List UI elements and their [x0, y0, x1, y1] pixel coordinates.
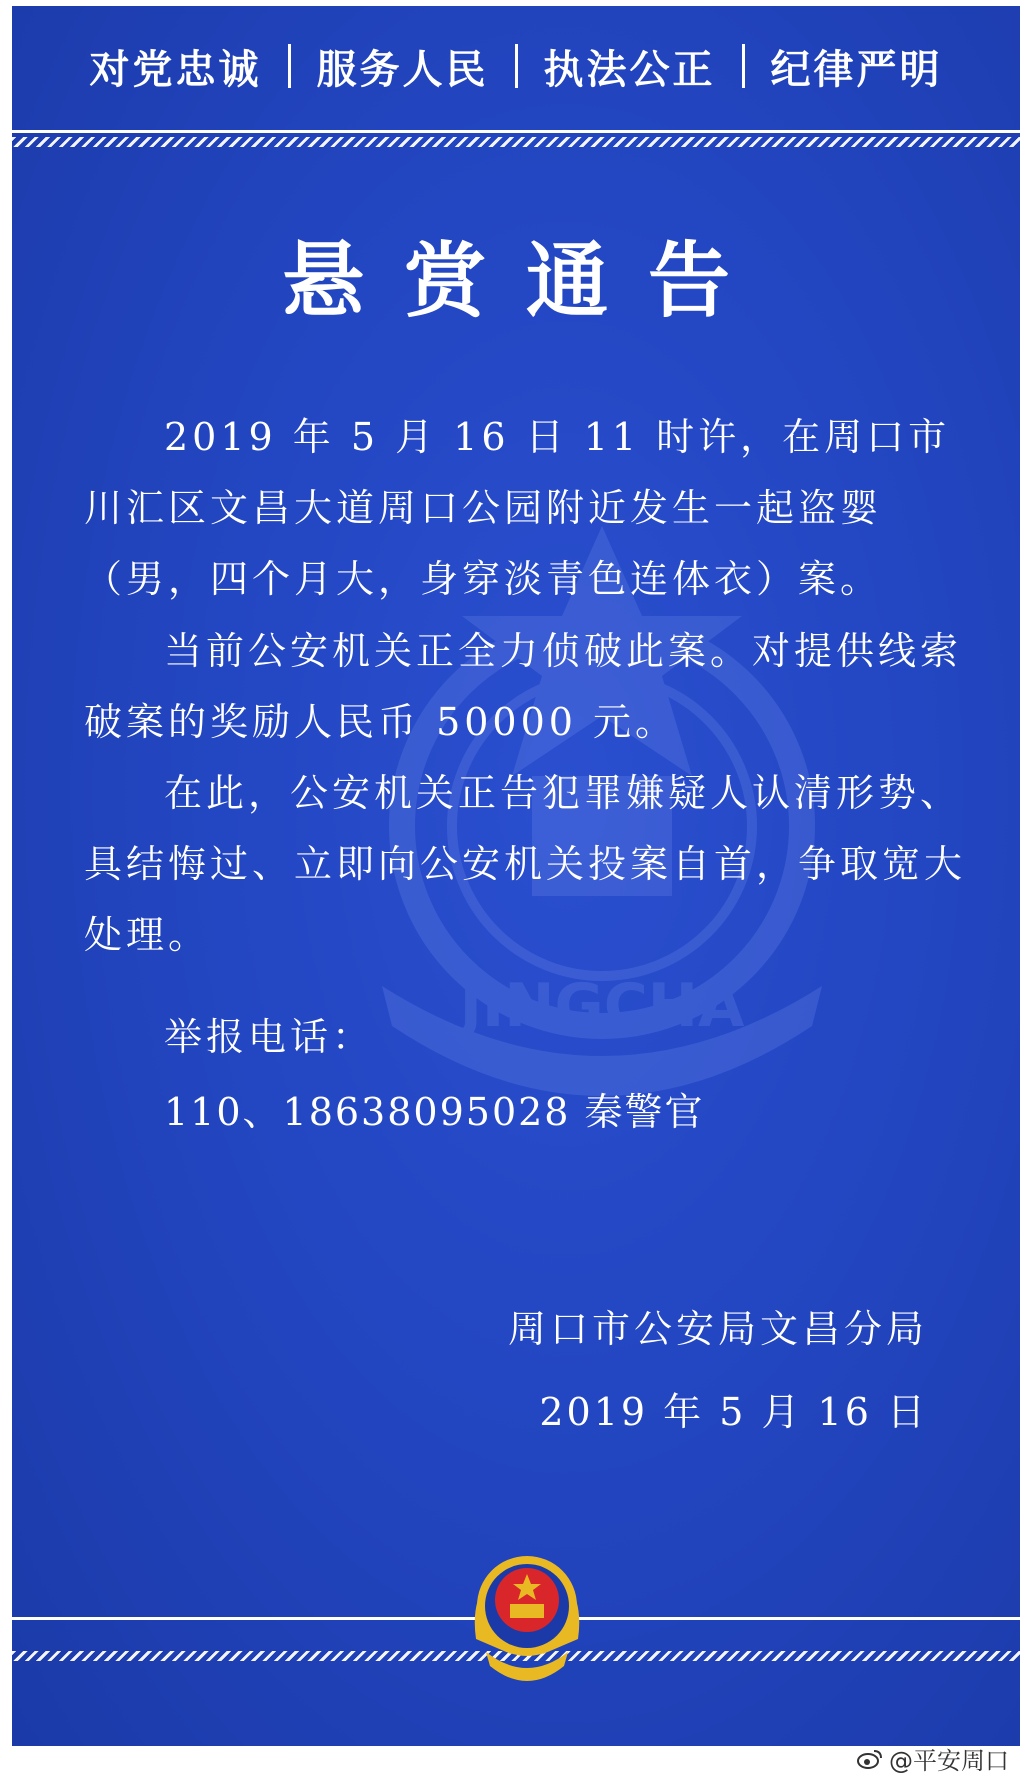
paragraph-reward: 当前公安机关正全力侦破此案。对提供线索破案的奖励人民币 50000 元。 [84, 629, 963, 744]
credit-text: @平安周口 [889, 1747, 1009, 1775]
motto-banner [12, 6, 1020, 126]
hotline-numbers: 110、18638095028 秦警官 [164, 1090, 705, 1134]
motto-item-loyalty: 对党忠诚 [89, 46, 262, 93]
watermark-text: JINGCHA [459, 971, 745, 1041]
motto-item-serve-people: 服务人民 [316, 46, 489, 93]
paragraph-incident: 2019 年 5 月 16 日 11 时许，在周口市川汇区文昌大道周口公园附近发生一起盗婴（男，四个月大，身穿淡青色连体衣）案。 [84, 415, 951, 601]
issue-date: 2019 年 5 月 16 日 [539, 1390, 928, 1434]
issuing-authority: 周口市公安局文昌分局 [507, 1307, 928, 1351]
motto-divider [288, 44, 291, 88]
weibo-icon [857, 1748, 883, 1770]
page-title: 悬赏通告 [281, 234, 770, 329]
motto-item-discipline: 纪律严明 [770, 46, 943, 93]
source-credit [857, 1741, 1009, 1776]
motto-divider [742, 44, 745, 88]
motto-divider [515, 44, 518, 88]
decorative-band-top [12, 130, 1020, 147]
paragraph-warning: 在此，公安机关正告犯罪嫌疑人认清形势、具结悔过、立即向公安机关投案自首，争取宽大处理。 [84, 771, 967, 957]
police-emblem-icon [466, 1544, 588, 1694]
hotline-label: 举报电话： [164, 1015, 375, 1059]
motto-item-fair-law: 执法公正 [543, 46, 716, 93]
notice-poster [12, 6, 1020, 1746]
